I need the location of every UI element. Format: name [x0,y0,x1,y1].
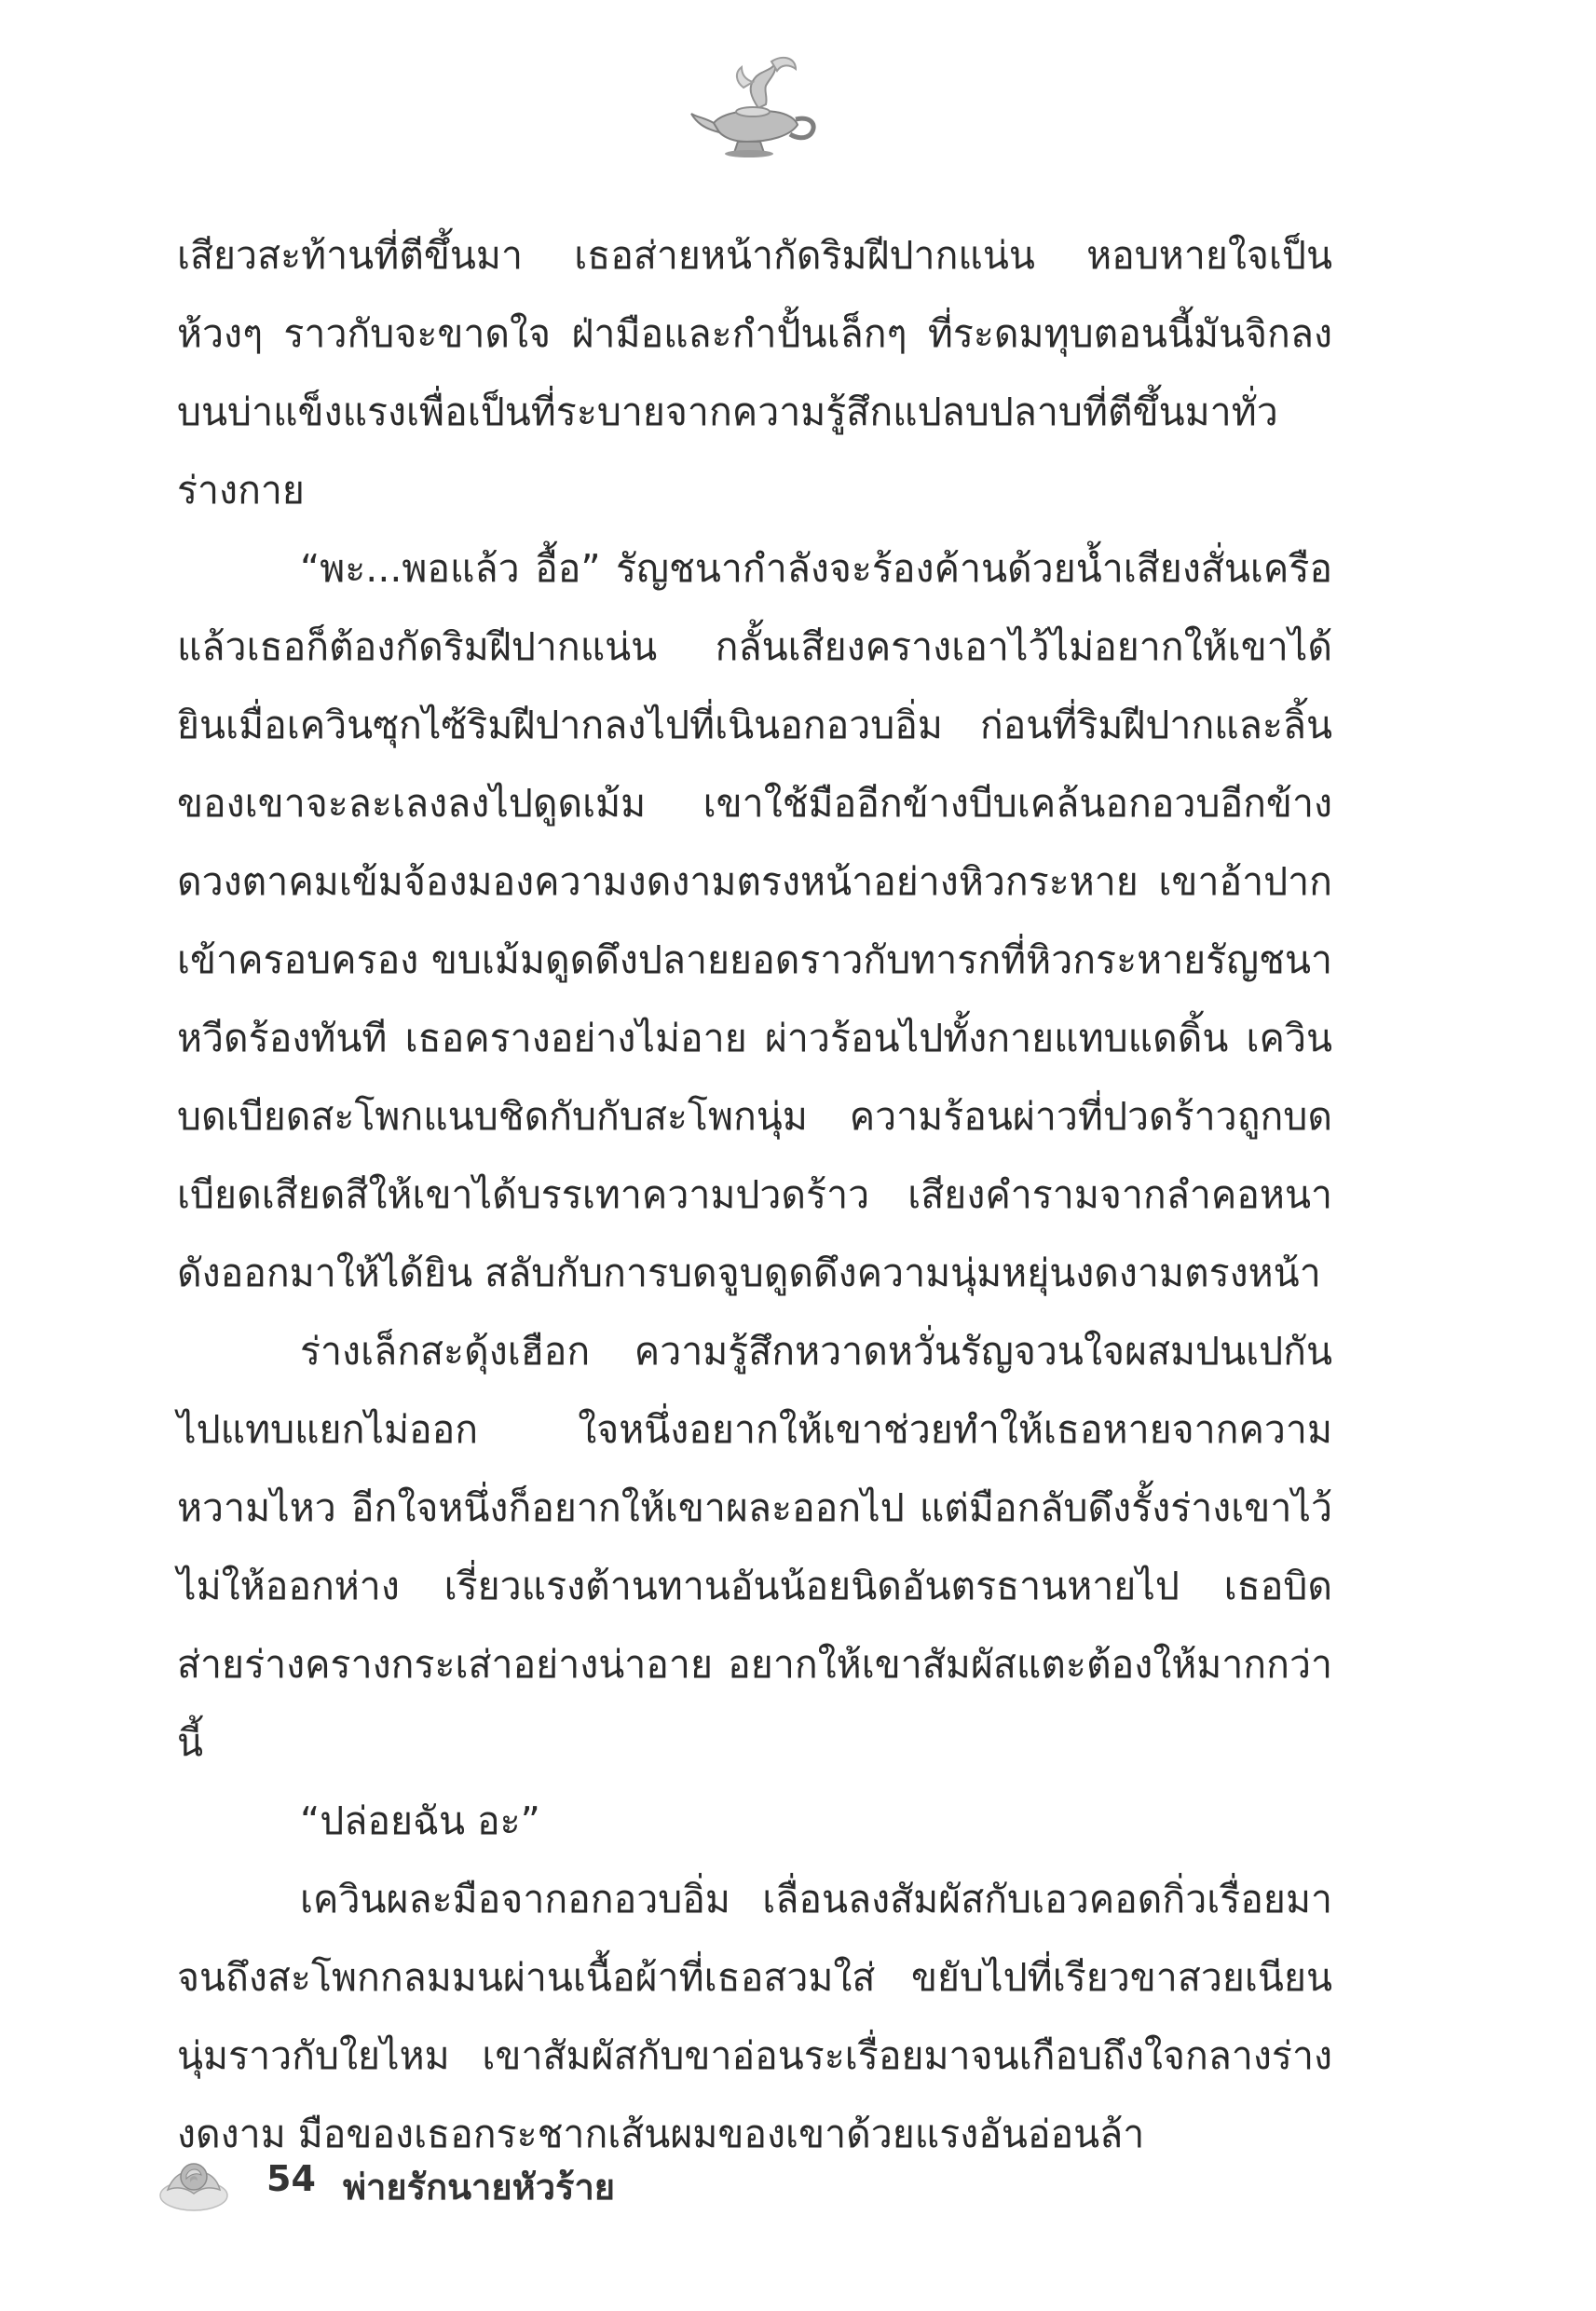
paragraph-5: เควินผละมือจากอกอวบอิ่ม เลื่อนลงสัมผัสกับเอวคอดกิ่วเรื่อยมาจนถึงสะโพกกลมมนผ่านเนื้อผ้าที่เธอสวมใส่ ขยับไปที่เรียวขาสวยเนียนนุ่มราวกับใยไหม เขาสัมผัสกับขาอ่อนระเรื่อยมาจนเกือบถึงใจกลางร่างงดงาม มือของเธอกระชากเส้นผมของเขาด้วยแรงอันอ่อนล้า [177,1877,1332,2156]
page-number: 54 [266,2158,316,2199]
book-title: พ่ายรักนายหัวร้าย [343,2167,616,2208]
paragraph-2: “พะ...พอแล้ว อื้อ” รัญชนากำลังจะร้องค้านด้วยน้ำเสียงสั่นเครือแล้วเธอก็ต้องกัดริมฝีปากแน่น กลั้นเสียงครางเอาไว้ไม่อยากให้เขาได้ยินเมื่อเควินซุกไซ้ริมฝีปากลงไปที่เนินอกอวบอิ่ม ก่อนที่ริมฝีปากและลิ้นของเขาจะละเลงลงไปดูดเม้ม เขาใช้มืออีกข้างบีบเคล้นอกอวบอีกข้างดวงตาคมเข้มจ้องมองความงดงามตรงหน้าอย่างหิวกระหาย เขาอ้าปากเข้าครอบครอง ขบเม้มดูดดึงปลายยอดราวกับทารกที่หิวกระหายรัญชนาหวีดร้องทันที เธอครางอย่างไม่อาย ผ่าวร้อนไปทั้งกายแทบแดดิ้น เควินบดเบียดสะโพกแนบชิดกับกับสะโพกนุ่ม ความร้อนผ่าวที่ปวดร้าวถูกบดเบียดเสียดสีให้เขาได้บรรเทาความปวดร้าว เสียงคำรามจากลำคอหนาดังออกมาให้ได้ยิน สลับกับการบดจูบดูดดึงความนุ่มหยุ่นงดงามตรงหน้า [177,546,1332,1295]
paragraph-4: “ปล่อยฉัน อะ” [300,1798,540,1843]
paragraph-1: เสียวสะท้านที่ตีขึ้นมา เธอส่ายหน้ากัดริมฝีปากแน่น หอบหายใจเป็นห้วงๆ ราวกับจะขาดใจ ฝ่ามือและกำปั้นเล็กๆ ที่ระดมทุบตอนนี้มันจิกลงบนบ่าแข็งแรงเพื่อเป็นที่ระบายจากความรู้สึกแปลบปลาบที่ตีขึ้นมาทั่วร่างกาย [177,233,1332,513]
paragraph-3: ร่างเล็กสะดุ้งเฮือก ความรู้สึกหวาดหวั่นรัญจวนใจผสมปนเปกันไปแทบแยกไม่ออก ใจหนึ่งอยากให้เขาช่วยทำให้เธอหายจากความหวามไหว อีกใจหนึ่งก็อยากให้เขาผละออกไป แต่มือกลับดึงรั้งร่างเขาไว้ไม่ให้ออกห่าง เรี่ยวแรงต้านทานอันน้อยนิดอันตรธานหายไป เธอบิดส่ายร่างครางกระเส่าอย่างน่าอาย อยากให้เขาสัมผัสแตะต้องให้มากกว่านี้ [177,1329,1332,1765]
rose-icon [157,2141,231,2216]
genie-lamp-icon [686,50,825,162]
page-footer [157,2134,902,2227]
body-text [177,216,1332,2173]
